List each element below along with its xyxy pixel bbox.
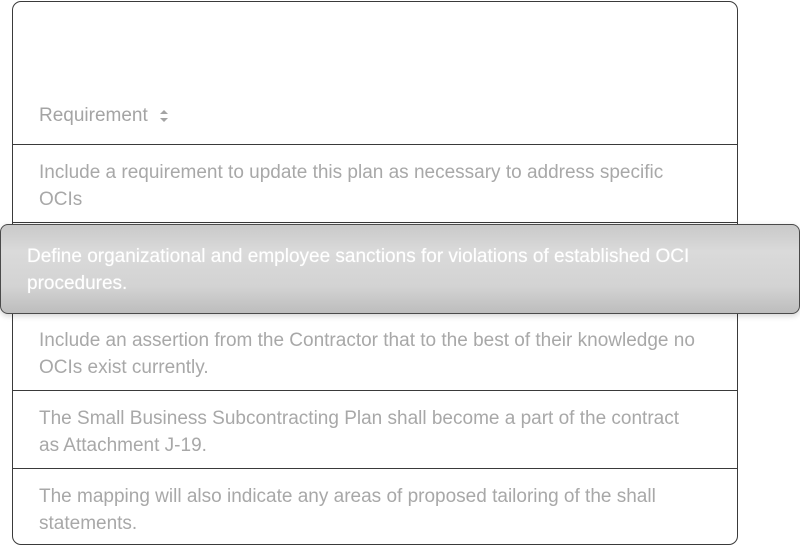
row-text: Include a requirement to update this plan as necessary to address specific OCIs [39,162,664,210]
dragged-row[interactable] [0,224,800,314]
table-row[interactable] [13,313,737,391]
row-text: The Small Business Subcontracting Plan shall become a part of the contract as Attachment J-19. [39,408,680,456]
table-row[interactable] [13,391,737,469]
sort-icon[interactable] [160,110,168,122]
table-row[interactable] [13,469,737,545]
table-header [13,2,737,145]
table-row[interactable] [13,145,737,223]
column-header-label: Requirement [39,105,148,126]
row-text: The mapping will also indicate any areas of proposed tailoring of the shall statements. [39,486,656,534]
dragged-row-text: Define organizational and employee sanctions for violations of established OCI procedures. [27,246,690,294]
row-text: Include an assertion from the Contractor that to the best of their knowledge no OCIs exist currently. [39,330,695,378]
column-header-requirement[interactable] [39,105,168,127]
